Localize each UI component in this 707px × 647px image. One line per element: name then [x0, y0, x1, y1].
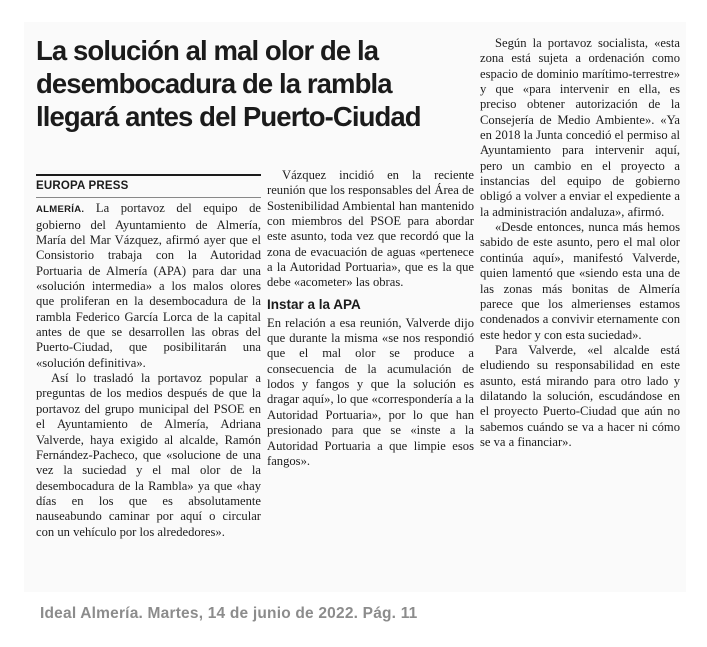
paragraph-1-text: La portavoz del equipo de gobierno del Ayuntamiento de Almería, María del Mar Vázquez, afirmó ayer que el Consistorio trabaja con la Autoridad Portuaria de Almería (APA) para dar una «solución intermedia» a los malos olores que proliferan en la desembocadura de la rambla Federico García Lorca de la capital antes de que se desarrollen las obras del Puerto-Ciudad, que posibilitarán una «solución definitiva».: [36, 201, 261, 370]
paragraph-1: [36, 201, 261, 371]
paragraph-5: Según la portavoz socialista, «esta zona está sujeta a ordenación como espacio de dominio marítimo-terrestre» y que «para intervenir en ella, es preciso obtener autorización de la Consejería de Medio Ambiente». «Ya en 2018 la Junta concedió el permiso al Ayuntamiento para intervenir aquí, pero un cambio en el proyecto a instancias del equipo de gobierno obligó a volver a enviar el expediente a la administración andaluza», afirmó.: [480, 36, 680, 219]
column-2: [267, 168, 474, 469]
column-1: [36, 174, 261, 540]
dateline: ALMERÍA.: [36, 204, 85, 216]
byline-box: [36, 174, 261, 198]
column-3: [480, 36, 680, 450]
byline: EUROPA PRESS: [36, 180, 129, 192]
newspaper-clipping: [24, 22, 686, 592]
paragraph-6: «Desde entonces, nunca más hemos sabido de este asunto, pero el mal olor continúa aquí», manifestó Valverde, quien lamentó que «siendo esta una de las zonas más bonitas de Almería parece que los almerienses estamos condenados a convivir eternamente con este hedor y con esta suciedad».: [480, 220, 680, 342]
paragraph-3: Vázquez incidió en la reciente reunión que los responsables del Área de Sostenibilidad Ambiental han mantenido con miembros del PSOE para abordar este asunto, toda vez que recordó que la zona de evacuación de aguas «pertenece a la Autoridad Portuaria», que es la que debe «acometer» las obras.: [267, 168, 474, 290]
headline: La solución al mal olor de la desembocadura de la rambla llegará antes del Puerto-Ciudad: [36, 35, 421, 132]
source-caption: Ideal Almería. Martes, 14 de junio de 2022. Pág. 11: [40, 605, 418, 622]
paragraph-7: Para Valverde, «el alcalde está eludiendo su responsabilidad en este asunto, está mirando para otro lado y dilatando la solución, escudándose en el proyecto Puerto-Ciudad que aún no sabemos cuándo se va a hacer ni cómo se va a financiar».: [480, 342, 680, 449]
subheading: Instar a la APA: [267, 296, 361, 312]
paragraph-2: Así lo trasladó la portavoz popular a preguntas de los medios después de que la portavoz del grupo municipal del PSOE en el Ayuntamiento de Almería, Adriana Valverde, haya exigido al alcalde, Ramón Fernández-Pacheco, que «solucione de una vez la suciedad y el mal olor de la desembocadura de la Rambla» ya que «hay días en los que es absolutamente nauseabundo caminar por aquí o circular con un vehículo por los alrededores».: [36, 371, 261, 539]
paragraph-4: En relación a esa reunión, Valverde dijo que durante la misma «se nos respondió que el mal olor se produce a consecuencia de la acumulación de lodos y fangos y que la solución es dragar aquí», lo que «correspondería a la Autoridad Portuaria», por lo que han presionado para que se «inste a la Autoridad Portuaria a que limpie esos fangos».: [267, 315, 474, 468]
